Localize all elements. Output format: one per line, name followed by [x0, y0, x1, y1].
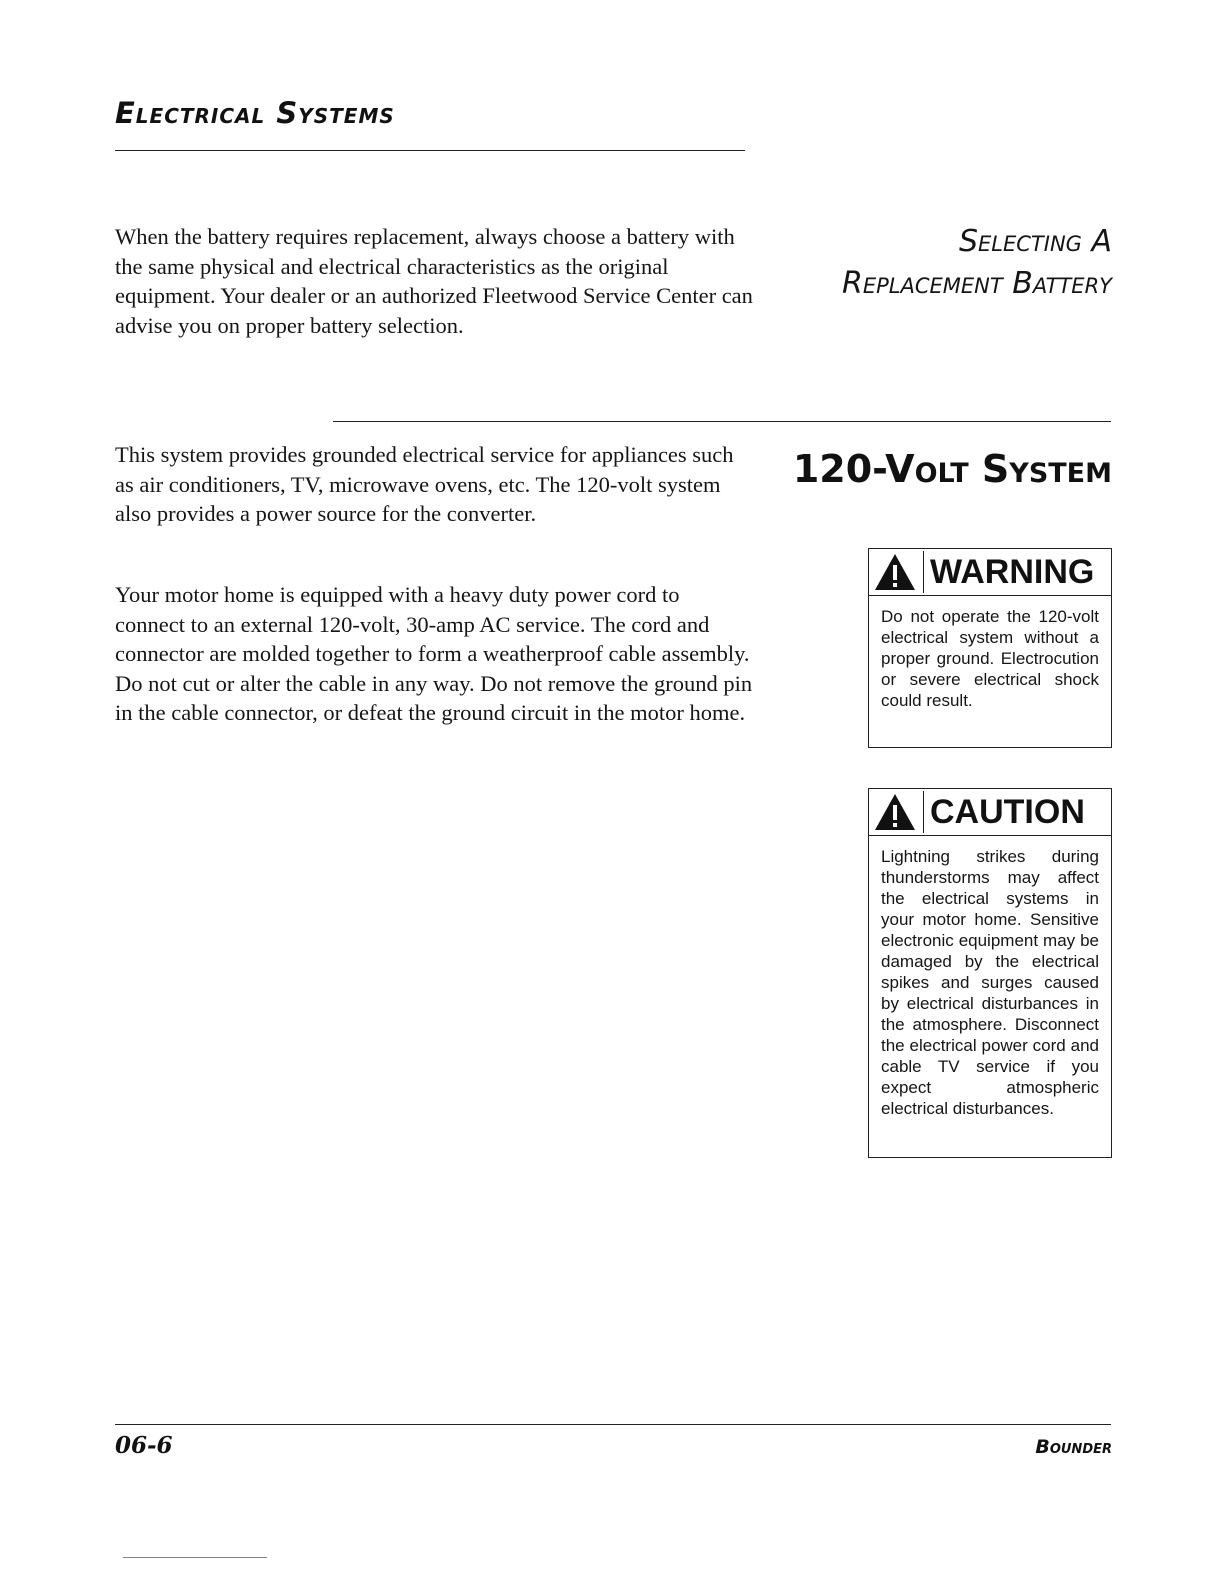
bottom-mark — [123, 1557, 267, 1558]
warning-triangle-icon — [873, 792, 917, 832]
header-divider — [115, 150, 745, 151]
volt-system-paragraph-1: This system provides grounded electrical service for appliances such as air conditioners, TV, microwave ovens, etc. The 120-volt system also provides a power source for the converter. — [115, 442, 734, 526]
warning-triangle-icon — [873, 552, 917, 592]
page-number: 06-6 — [115, 1432, 173, 1459]
footer-brand: Bounder — [1035, 1436, 1112, 1458]
section-divider — [333, 421, 1111, 422]
warning-notice — [868, 548, 1112, 748]
warning-label: WARNING — [923, 551, 1107, 593]
replacement-battery-heading-line2: Replacement Battery — [842, 266, 1112, 301]
page-section-title: Electrical Systems — [115, 96, 395, 130]
replacement-battery-heading — [712, 221, 1112, 305]
warning-text: Do not operate the 120-volt electrical system without a proper ground. Electrocution or severe electrical shock could result. — [881, 607, 1099, 710]
footer-divider — [115, 1424, 1111, 1425]
warning-header — [869, 549, 1111, 596]
caution-label: CAUTION — [923, 791, 1107, 833]
replacement-battery-heading-line1: Selecting A — [958, 224, 1112, 259]
caution-header — [869, 789, 1111, 836]
volt-system-paragraph-2: Your motor home is equipped with a heavy duty power cord to connect to an external 120-volt, 30-amp AC service. The cord and connector are molded together to form a weatherproof cable assembly. Do not cut or alter the cable in any way. Do not remove the ground pin in the cable connector, or defeat the ground circuit in the motor home. — [115, 582, 753, 725]
caution-text: Lightning strikes during thunderstorms may affect the electrical systems in your motor home. Sensitive electronic equipment may be damaged by the electrical spikes and surges caused by electrical disturbances in the atmosphere. Disconnect the electrical power cord and cable TV service if you expect atmospheric electrical disturbances. — [881, 847, 1099, 1118]
replacement-battery-paragraph: When the battery requires replacement, always choose a battery with the same physical and electrical characteristics as the original equipment. Your dealer or an authorized Fleetwood Service Center can advise you on proper battery selection. — [115, 224, 753, 338]
caution-notice — [868, 788, 1112, 1158]
volt-system-heading: 120-Volt System — [792, 447, 1112, 491]
